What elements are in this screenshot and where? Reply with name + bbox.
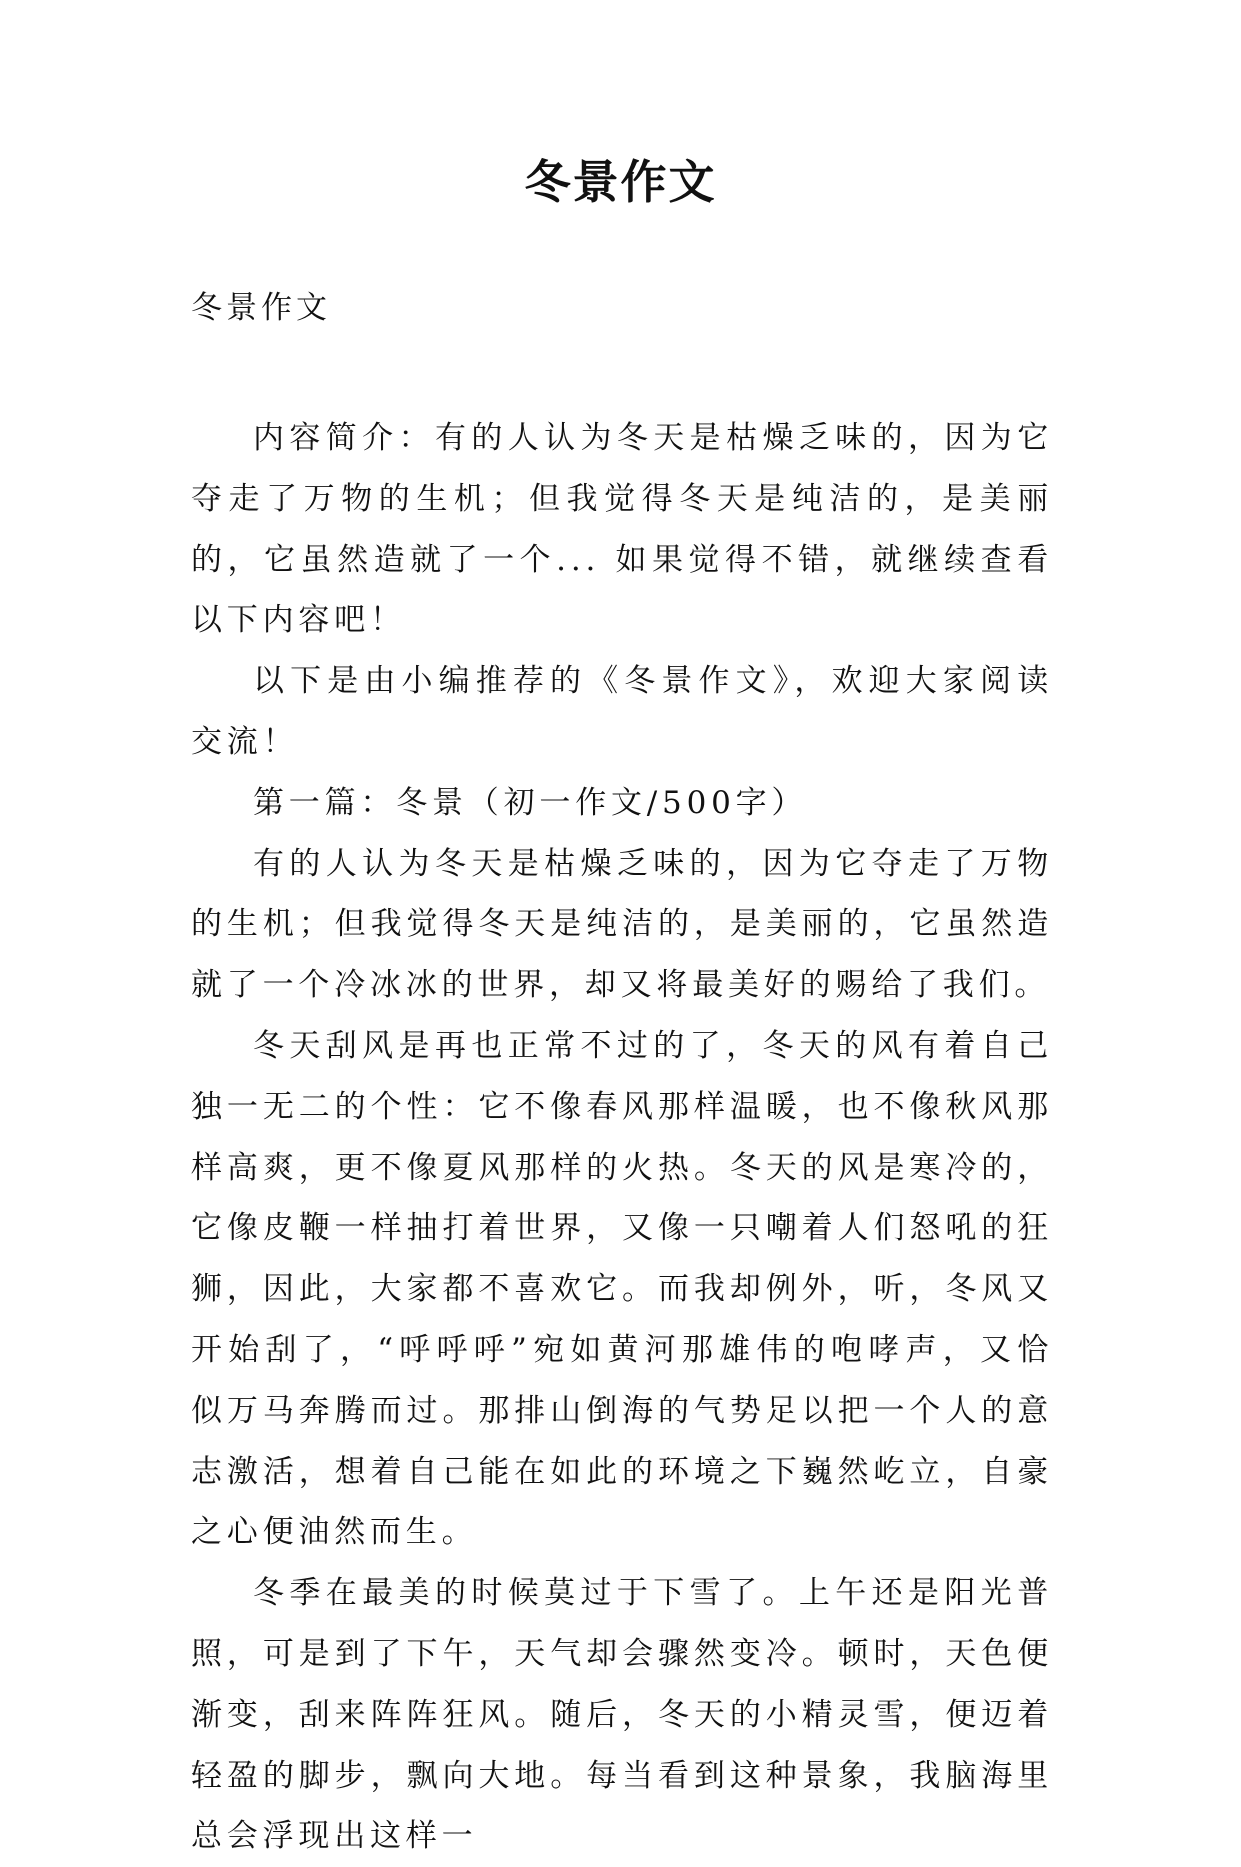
paragraph-heading: 第一篇：冬景（初一作文/500字） bbox=[253, 784, 808, 821]
document-body bbox=[191, 408, 1053, 1867]
document-subtitle: 冬景作文 bbox=[191, 290, 331, 326]
document-title: 冬景作文 bbox=[524, 155, 717, 209]
paragraph-intro: 以下是由小编推荐的《冬景作文》，欢迎大家阅读交流！ bbox=[191, 663, 1053, 760]
paragraph-summary: 内容简介：有的人认为冬天是枯燥乏味的，因为它夺走了万物的生机；但我觉得冬天是纯洁的，是美丽的，它虽然造就了一个... 如果觉得不错，就继续查看以下内容吧！ bbox=[191, 420, 1053, 639]
paragraph-opening: 有的人认为冬天是枯燥乏味的，因为它夺走了万物的生机；但我觉得冬天是纯洁的，是美丽的，它虽然造就了一个冷冰冰的世界，却又将最美好的赐给了我们。 bbox=[191, 845, 1053, 1004]
paragraph-snow: 冬季在最美的时候莫过于下雪了。上午还是阳光普照，可是到了下午，天气却会骤然变冷。顿时，天色便渐变，刮来阵阵狂风。随后，冬天的小精灵雪，便迈着轻盈的脚步，飘向大地。每当看到这种景象，我脑海里总会浮现出这样一 bbox=[191, 1575, 1053, 1855]
paragraph-wind: 冬天刮风是再也正常不过的了，冬天的风有着自己独一无二的个性：它不像春风那样温暖，也不像秋风那样高爽，更不像夏风那样的火热。冬天的风是寒冷的，它像皮鞭一样抽打着世界，又像一只嘲着人们怒吼的狂狮，因此，大家都不喜欢它。而我却例外，听，冬风又开始刮了，“呼呼呼”宛如黄河那雄伟的咆哮声，又恰似万马奔腾而过。那排山倒海的气势足以把一个人的意志激活，想着自己能在如此的环境之下巍然屹立，自豪之心便油然而生。 bbox=[191, 1027, 1053, 1551]
